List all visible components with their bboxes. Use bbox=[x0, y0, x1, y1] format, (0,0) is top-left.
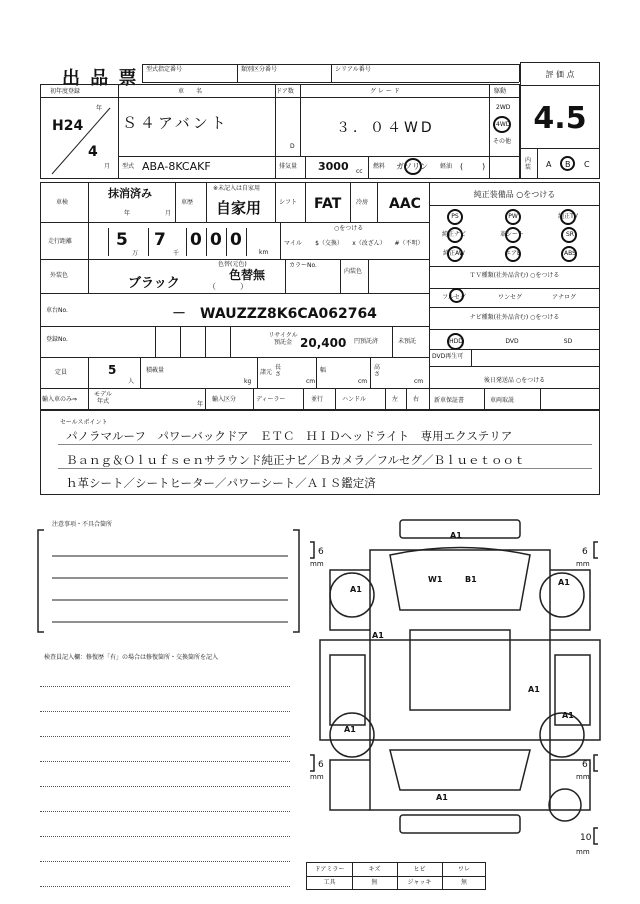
import-only-label: 輸入車のみ⇒ bbox=[42, 396, 78, 403]
selling-point-line-1: パノラマルーフ パワーバックドア ＥＴＣ ＨＩＤヘッドライト 専用エクステリア bbox=[66, 429, 513, 443]
history-note: ※未記入は自家用 bbox=[213, 185, 261, 192]
displacement-label: 排気量 bbox=[279, 163, 298, 170]
door-count-label: ドア数 bbox=[276, 88, 294, 95]
damage-mark-front-right: A1 bbox=[558, 578, 570, 587]
navi-dvd: DVD bbox=[505, 338, 519, 345]
model-year-suffix: 年 bbox=[197, 401, 204, 408]
handle-label: ハンドル bbox=[342, 396, 367, 403]
shaken-value: 抹消済み bbox=[108, 187, 152, 200]
std-item-abs: ABS bbox=[564, 250, 576, 257]
circle-airbag bbox=[505, 246, 521, 262]
table-crack: ヒビ bbox=[413, 866, 426, 873]
interior-grade-b-circle bbox=[560, 156, 575, 171]
circle-hdd bbox=[447, 333, 464, 350]
interior-grade-c: C bbox=[584, 160, 590, 169]
tread-spare: 10 bbox=[580, 833, 592, 843]
shaken-year-unit: 年 bbox=[124, 210, 131, 217]
mileage-sen: 千 bbox=[173, 250, 180, 257]
interior-grade-a: A bbox=[546, 160, 552, 169]
post-ship-title: 後日発送品 ○をつける bbox=[483, 377, 546, 384]
std-item-navi: 純正ナビ bbox=[441, 231, 466, 238]
damage-mark-roof-front: B1 bbox=[465, 575, 477, 584]
exterior-color-label: 外装色 bbox=[50, 272, 69, 279]
damage-mark-front-bumper: A1 bbox=[450, 531, 462, 540]
drive-4wd: 4WD bbox=[496, 121, 511, 128]
capacity-label: 定員 bbox=[55, 369, 68, 376]
ac-label: 冷房 bbox=[356, 199, 369, 206]
mile-label: マイル bbox=[284, 240, 302, 247]
fuel-label: 燃料 bbox=[373, 163, 386, 170]
ac-value: AAC bbox=[389, 196, 421, 212]
color-orig-label: 色替(元色) bbox=[218, 261, 247, 268]
cc-unit: cc bbox=[356, 168, 363, 175]
exterior-color-value: ブラック bbox=[128, 276, 180, 291]
circle-ps bbox=[447, 209, 463, 225]
handle-right: 右 bbox=[413, 396, 420, 403]
std-item-airbag: エアB bbox=[504, 250, 522, 257]
recycle-deposited: 円預託済 bbox=[354, 338, 379, 345]
mileage-mark-note: ○をつける bbox=[334, 225, 364, 232]
circle-navi bbox=[447, 227, 463, 243]
color-change-value: 色替無 bbox=[229, 268, 266, 282]
height-label: 高さ bbox=[374, 364, 381, 378]
score-box bbox=[520, 62, 600, 179]
std-item-ps: PS bbox=[451, 213, 459, 220]
model-year-label: モデル年式 bbox=[94, 391, 112, 405]
std-item-tv: 純正TV bbox=[558, 213, 578, 220]
drive-label: 駆動 bbox=[494, 88, 507, 95]
model-type-label: 型式 bbox=[122, 163, 135, 170]
length-label: 長さ bbox=[275, 364, 282, 378]
damage-mark-rear: A1 bbox=[436, 793, 448, 802]
navi-sd: SD bbox=[563, 338, 573, 345]
table-jack-value: 無 bbox=[460, 879, 467, 886]
tv-type-title: ＴＶ種類(社外品含む) ○をつける bbox=[469, 272, 560, 279]
tread-front-left: 6 bbox=[318, 547, 324, 557]
selling-points-label: セールスポイント bbox=[60, 419, 108, 426]
navi-hdd: HDD bbox=[449, 338, 463, 345]
reg-month-unit: 月 bbox=[104, 163, 111, 170]
damage-mark-rear-left: A1 bbox=[344, 725, 356, 734]
capacity-unit: 人 bbox=[128, 378, 135, 385]
form-label-serial-number: シリアル番号 bbox=[335, 66, 371, 73]
height-cm: cm bbox=[414, 378, 424, 385]
table-scratch: キズ bbox=[368, 866, 381, 873]
grade-value: ３．０４WD bbox=[336, 120, 435, 136]
drive-2wd: 2WD bbox=[496, 104, 511, 111]
caution-label: 注意事項・不具合箇所 bbox=[52, 521, 113, 528]
recycle-not-deposited: 未預託 bbox=[398, 338, 417, 345]
score-label: 評 価 点 bbox=[545, 70, 575, 79]
load-kg: kg bbox=[244, 378, 252, 385]
accessory-table bbox=[306, 862, 486, 890]
tv-oneseg: ワンセグ bbox=[497, 294, 522, 301]
fuel-paren-close: ) bbox=[482, 162, 486, 171]
damage-mark-front-left: A1 bbox=[350, 585, 362, 594]
drive-4wd-circle bbox=[493, 116, 511, 133]
shift-value: FAT bbox=[314, 196, 342, 212]
post-warranty: 新車保証書 bbox=[434, 397, 465, 404]
mileage-digit-3: 0 bbox=[190, 230, 202, 250]
car-name-value: Ｓ４アバント bbox=[122, 114, 229, 132]
inspector-label: 検査員記入欄：修復歴「有」の場合は修復箇所・交換箇所を記入 bbox=[44, 654, 219, 661]
circle-fullseg bbox=[449, 288, 464, 303]
import-dealer: ディーラー bbox=[256, 396, 286, 403]
std-item-sr: SR bbox=[566, 231, 574, 238]
mileage-digit-4: 0 bbox=[210, 230, 222, 250]
width-label: 幅 bbox=[320, 367, 327, 374]
tread-unit-5: mm bbox=[576, 848, 590, 856]
score-value: 4.5 bbox=[533, 101, 587, 136]
damage-mark-windshield: W1 bbox=[428, 575, 443, 584]
table-tools-value: 無 bbox=[371, 879, 378, 886]
mileage-digit-1: 5 bbox=[116, 230, 128, 250]
reg-month: 4 bbox=[88, 144, 98, 160]
circle-pw bbox=[505, 209, 521, 225]
fuel-paren-open: ( bbox=[460, 162, 464, 171]
capacity-value: 5 bbox=[108, 363, 117, 377]
tread-unit-3: mm bbox=[310, 773, 324, 781]
form-label-class-number: 類別区分番号 bbox=[241, 66, 278, 73]
tread-rear-right: 6 bbox=[582, 760, 588, 770]
table-tools: 工具 bbox=[323, 879, 336, 886]
reg-year-unit: 年 bbox=[96, 105, 103, 112]
width-cm: cm bbox=[358, 378, 368, 385]
import-class-label: 輸入区分 bbox=[212, 396, 237, 403]
mileage-tampered: x（改ざん） bbox=[352, 240, 386, 247]
selling-point-line-2: Ｂａｎｇ＆Ｏｌｕｆｓｅｎサラウンド純正ナビ／Ｂカメラ／フルセグ／Ｂｌｕｅｔｏｏｔ bbox=[66, 453, 526, 467]
std-equipment-title: 純正装備品 ○をつける bbox=[473, 190, 556, 199]
dims-label: 諸元 bbox=[260, 369, 273, 376]
selling-point-line-3: ｈ革シート／シートヒーター／パワーシート／ＡＩＳ鑑定済 bbox=[66, 476, 376, 490]
import-parallel: 並行 bbox=[311, 396, 324, 403]
tread-unit-4: mm bbox=[576, 773, 590, 781]
mileage-digit-5: 0 bbox=[230, 230, 242, 250]
fuel-gasoline-circle bbox=[404, 158, 422, 175]
diesel-label: 軽油 bbox=[440, 163, 453, 170]
shaken-label: 車検 bbox=[56, 199, 69, 206]
history-label: 車歴 bbox=[181, 199, 194, 206]
navi-type-title: ナビ種類(社外品含む) ○をつける bbox=[469, 314, 560, 321]
tread-unit-2: mm bbox=[576, 560, 590, 568]
tv-fullseg: フルセグ bbox=[442, 294, 466, 301]
interior-label: 内装 bbox=[525, 157, 532, 171]
model-type-value: ABA-8KCAKF bbox=[142, 160, 211, 173]
dvd-playback-label: DVD再生可 bbox=[432, 353, 464, 360]
circle-tv bbox=[560, 209, 576, 225]
circle-aw bbox=[447, 246, 463, 262]
damage-mark-rear-right: A1 bbox=[562, 711, 574, 720]
color-number-label: カラーNo. bbox=[289, 262, 317, 269]
std-item-leather: 革シート bbox=[499, 231, 524, 238]
history-value: 自家用 bbox=[216, 199, 262, 217]
mileage-km: km bbox=[259, 249, 269, 256]
first-reg-label: 初年度登録 bbox=[50, 88, 81, 95]
mileage-unknown: #（不明） bbox=[394, 240, 424, 247]
table-jack: ジャッキ bbox=[407, 879, 432, 886]
door-count-value: D bbox=[290, 143, 295, 150]
car-name-label: 車 名 bbox=[178, 88, 203, 95]
damage-mark-right-side: A1 bbox=[528, 685, 540, 694]
mileage-label: 走行距離 bbox=[48, 238, 73, 245]
mileage-man: 万 bbox=[132, 250, 139, 257]
tv-analog: アナログ bbox=[551, 294, 576, 301]
form-label-type-number: 型式指定番号 bbox=[146, 66, 183, 73]
table-break: ワレ bbox=[457, 866, 470, 873]
circle-abs bbox=[561, 246, 577, 262]
circle-leather bbox=[505, 227, 521, 243]
chassis-label: 車台No. bbox=[46, 307, 68, 314]
tread-unit-1: mm bbox=[310, 560, 324, 568]
std-item-pw: PW bbox=[508, 213, 518, 220]
shaken-month-unit: 月 bbox=[165, 210, 172, 217]
recycle-label: リサイクル預託金 bbox=[268, 332, 298, 346]
tread-rear-left: 6 bbox=[318, 760, 324, 770]
grade-label: グ レ ー ド bbox=[370, 88, 400, 95]
mileage-digit-2: 7 bbox=[154, 230, 166, 250]
fuel-gasoline: ガソリン bbox=[396, 162, 428, 171]
mileage-exchanged: $（交換） bbox=[315, 240, 343, 247]
damage-mark-left-door: A1 bbox=[372, 631, 384, 640]
length-cm: cm bbox=[306, 378, 316, 385]
drive-other: その他 bbox=[493, 138, 512, 145]
car-damage-diagram bbox=[300, 510, 610, 880]
std-item-aw: 純正AW bbox=[443, 250, 465, 257]
shift-label: シフト bbox=[279, 199, 298, 206]
color-orig-paren: （ ） bbox=[208, 282, 248, 291]
chassis-value: － WAUZZZ8K6CA062764 bbox=[172, 306, 377, 322]
reg-era: H24 bbox=[52, 118, 84, 134]
displacement-value: 3000 bbox=[318, 160, 349, 173]
circle-sr bbox=[561, 227, 577, 243]
handle-left: 左 bbox=[392, 396, 399, 403]
plate-label: 登録No. bbox=[46, 336, 68, 343]
caution-bracket bbox=[36, 520, 301, 636]
table-door-mirror: ドアミラー bbox=[314, 866, 345, 873]
form-title: 出 品 票 bbox=[62, 68, 139, 89]
interior-color-label: 内装色 bbox=[344, 268, 363, 275]
tread-front-right: 6 bbox=[582, 547, 588, 557]
interior-grade-b: B bbox=[565, 160, 571, 169]
recycle-value: 20,400 bbox=[300, 336, 347, 350]
load-label: 積載量 bbox=[146, 367, 165, 374]
post-manual: 車両取説 bbox=[490, 397, 515, 404]
